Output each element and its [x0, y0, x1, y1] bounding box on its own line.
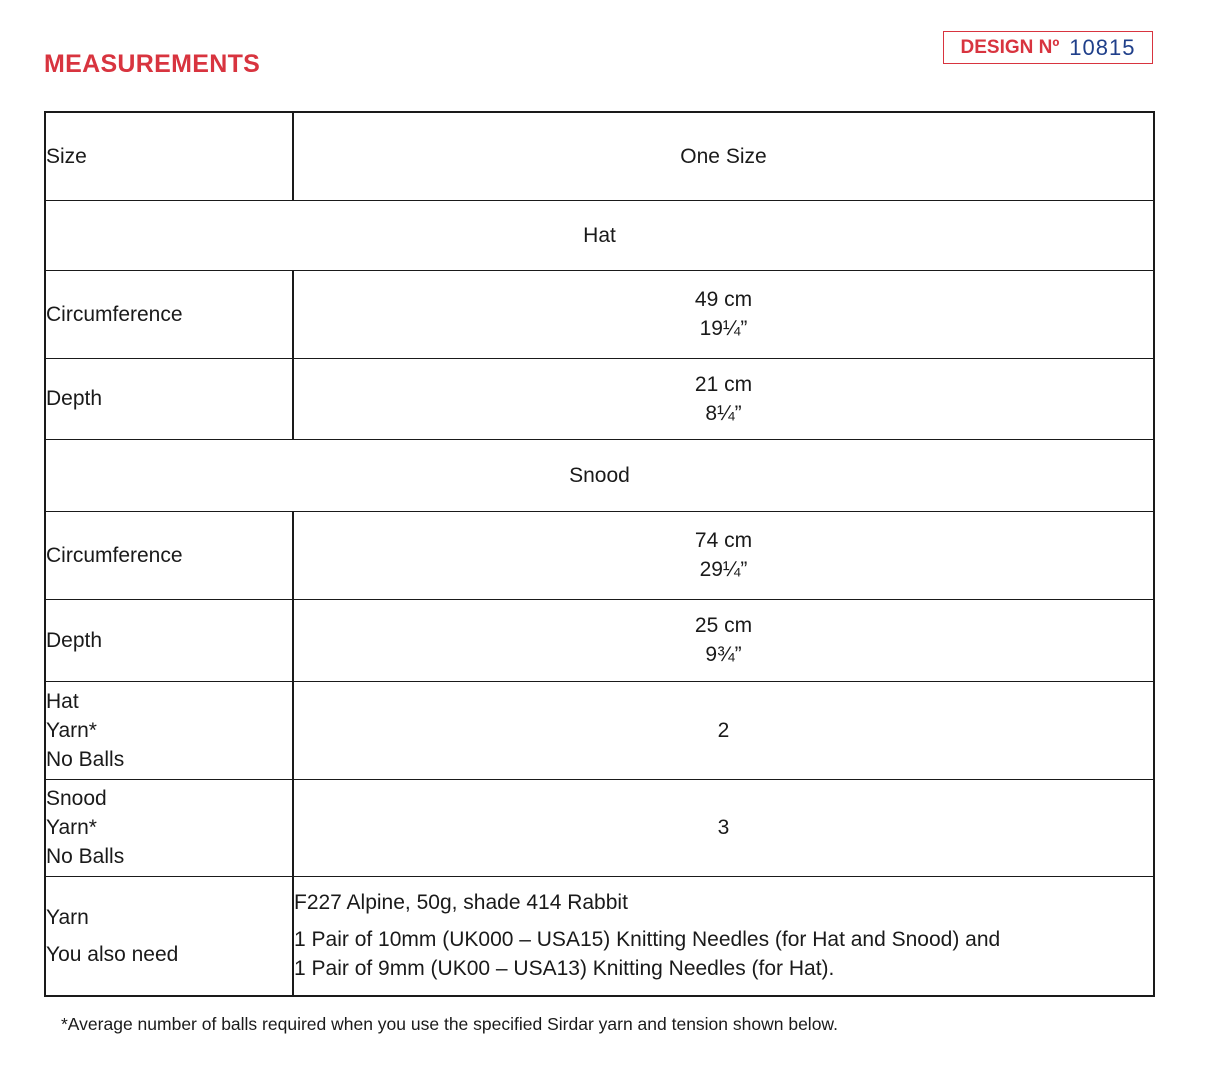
hat-circumference-value: [293, 270, 1154, 358]
hat-yarn-line-1: Hat: [46, 689, 79, 713]
size-label: Size: [45, 112, 293, 200]
also-need-line-1: 1 Pair of 10mm (UK000 – USA15) Knitting Needles (for Hat and Snood) and: [294, 928, 1001, 952]
yarn-requirements-label: [45, 876, 293, 996]
table-row: [45, 599, 1154, 681]
measurements-table: [44, 111, 1155, 997]
page-title: MEASUREMENTS: [44, 50, 261, 78]
also-need-label: You also need: [46, 942, 179, 966]
section-header-row: [45, 439, 1154, 511]
section-header-row: [45, 200, 1154, 270]
size-row: [45, 112, 1154, 200]
snood-circumference-label: Circumference: [45, 511, 293, 599]
table-row: [45, 270, 1154, 358]
table-row: [45, 511, 1154, 599]
snood-yarn-line-3: No Balls: [46, 845, 125, 868]
design-number-box: [943, 31, 1153, 64]
section-snood-header: Snood: [45, 439, 1154, 511]
yarn-value: F227 Alpine, 50g, shade 414 Rabbit: [294, 891, 628, 915]
snood-circumference-metric: 74 cm: [694, 529, 753, 552]
hat-depth-label: Depth: [45, 358, 293, 439]
table-row: [45, 681, 1154, 779]
snood-yarn-line-1: Snood: [46, 787, 107, 810]
hat-circumference-imperial: 19¼”: [699, 317, 748, 340]
snood-depth-imperial: 9¾”: [705, 643, 742, 666]
table-row: [45, 779, 1154, 876]
hat-balls-value: 2: [293, 681, 1154, 779]
also-need-line-2: 1 Pair of 9mm (UK00 – USA13) Knitting Needles (for Hat).: [294, 957, 835, 981]
hat-yarn-line-2: Yarn*: [46, 718, 97, 742]
snood-circumference-imperial: 29¼”: [699, 558, 748, 581]
hat-depth-metric: 21 cm: [694, 372, 753, 396]
table-row: [45, 358, 1154, 439]
yarn-label: Yarn: [46, 905, 89, 929]
hat-circumference-label: Circumference: [45, 270, 293, 358]
design-number: 10815: [1069, 34, 1136, 60]
yarn-requirements-value: [293, 876, 1154, 996]
size-value: One Size: [293, 112, 1154, 200]
snood-balls-value: 3: [293, 779, 1154, 876]
hat-yarn-line-3: No Balls: [46, 747, 125, 771]
footnote: *Average number of balls required when you use the specified Sirdar yarn and tension shown below.: [61, 1014, 838, 1034]
hat-circumference-metric: 49 cm: [694, 288, 753, 311]
snood-depth-metric: 25 cm: [694, 614, 753, 637]
snood-circumference-value: [293, 511, 1154, 599]
snood-depth-label: Depth: [45, 599, 293, 681]
snood-yarn-label: [45, 779, 293, 876]
hat-depth-value: [293, 358, 1154, 439]
table-row: [45, 876, 1154, 996]
design-label: DESIGN Nº: [960, 36, 1060, 58]
hat-depth-imperial: 8¼”: [705, 401, 742, 425]
snood-yarn-line-2: Yarn*: [46, 816, 97, 839]
hat-yarn-label: [45, 681, 293, 779]
snood-depth-value: [293, 599, 1154, 681]
section-hat-header: Hat: [45, 200, 1154, 270]
